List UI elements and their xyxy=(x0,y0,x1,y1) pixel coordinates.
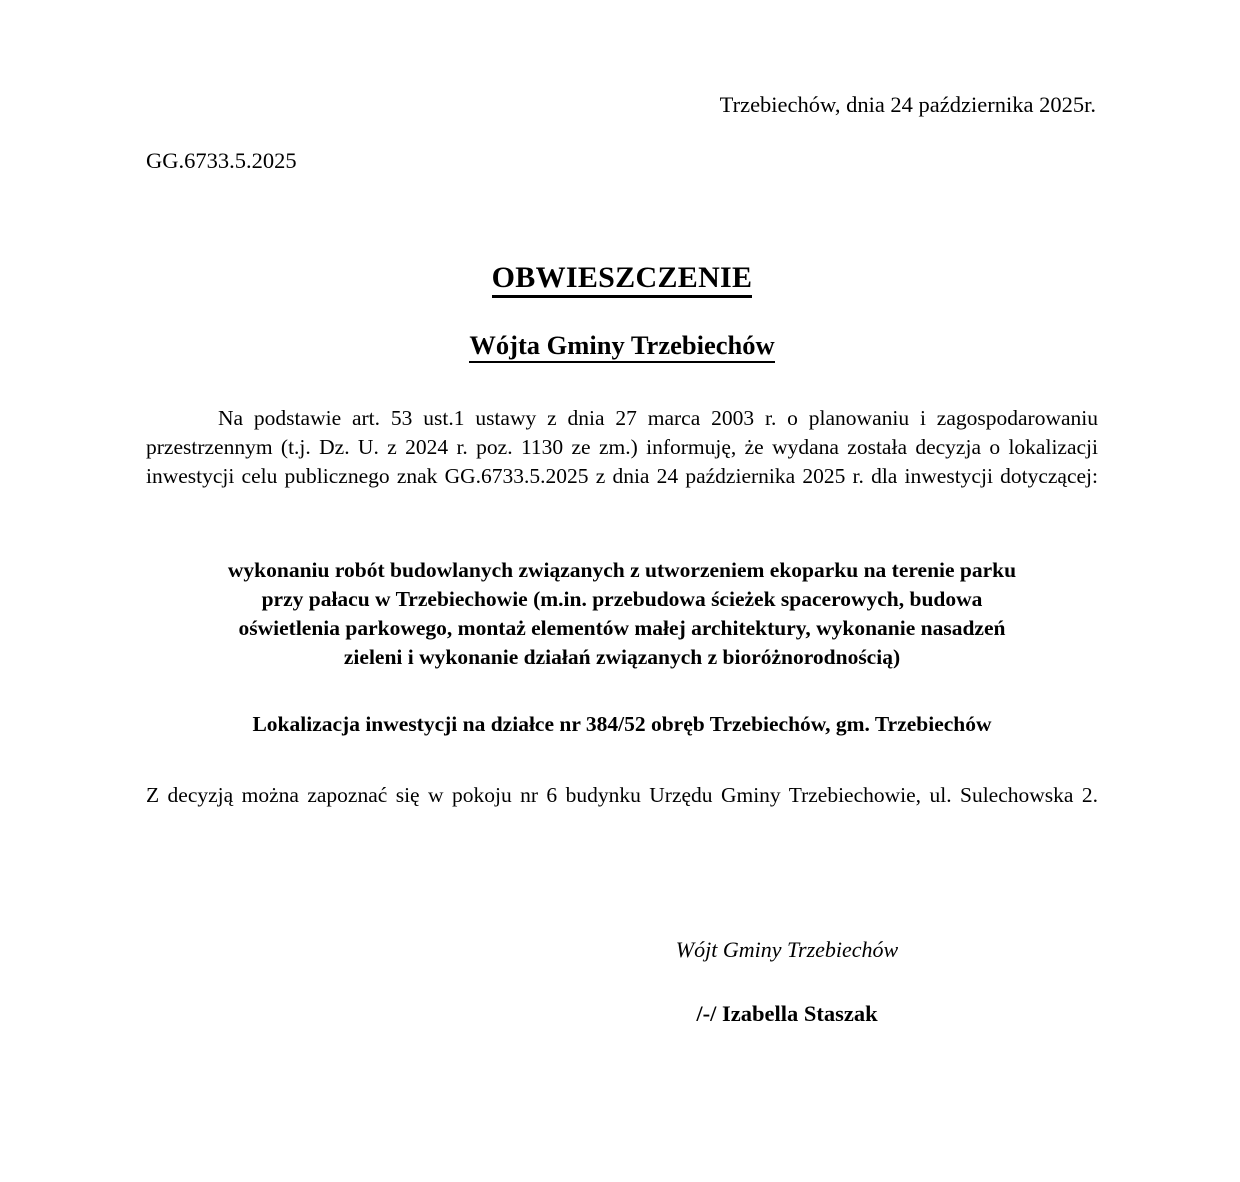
investment-location: Lokalizacja inwestycji na działce nr 384/52 obręb Trzebiechów, gm. Trzebiechów xyxy=(252,712,992,736)
investment-description-line: wykonaniu robót budowlanych związanych z utworzeniem ekoparku na terenie parku xyxy=(227,558,1017,582)
investment-description-line: oświetlenia parkowego, montaż elementów małej architektury, wykonanie nasadzeń xyxy=(238,616,1006,640)
document-content xyxy=(146,0,1098,1029)
signature-role: Wójt Gminy Trzebiechów xyxy=(675,937,899,962)
page-title xyxy=(146,260,1098,296)
page-subtitle-text: Wójta Gminy Trzebiechów xyxy=(469,330,774,363)
signature-name: /-/ Izabella Staszak xyxy=(696,1001,878,1026)
investment-description-line: przy pałacu w Trzebiechowie (m.in. przebudowa ścieżek spacerowych, budowa xyxy=(261,587,983,611)
investment-description-line: zieleni i wykonanie działań związanych z bioróżnorodnością) xyxy=(343,645,901,669)
closing-paragraph: Z decyzją można zapoznać się w pokoju nr 6 budynku Urzędu Gminy Trzebiechowie, ul. Sulechowska 2. xyxy=(146,783,1098,807)
page-subtitle xyxy=(146,328,1098,362)
reference-number: GG.6733.5.2025 xyxy=(146,148,297,173)
page-title-text: OBWIESZCZENIE xyxy=(492,261,753,298)
intro-paragraph: Na podstawie art. 53 ust.1 ustawy z dnia 27 marca 2003 r. o planowaniu i zagospodarowaniu przestrzennym (t.j. Dz. U. z 2024 r. poz. 1130 ze zm.) informuję, że wydana została decyzja o lokalizacji inwestycji celu publicznego znak GG.6733.5.2025 z dnia 24 października 2025 r. dla inwestycji dotyczącej: xyxy=(146,406,1098,488)
investment-description xyxy=(146,556,1098,672)
place-and-date: Trzebiechów, dnia 24 października 2025r. xyxy=(719,92,1096,117)
signature-block xyxy=(146,935,1098,1029)
